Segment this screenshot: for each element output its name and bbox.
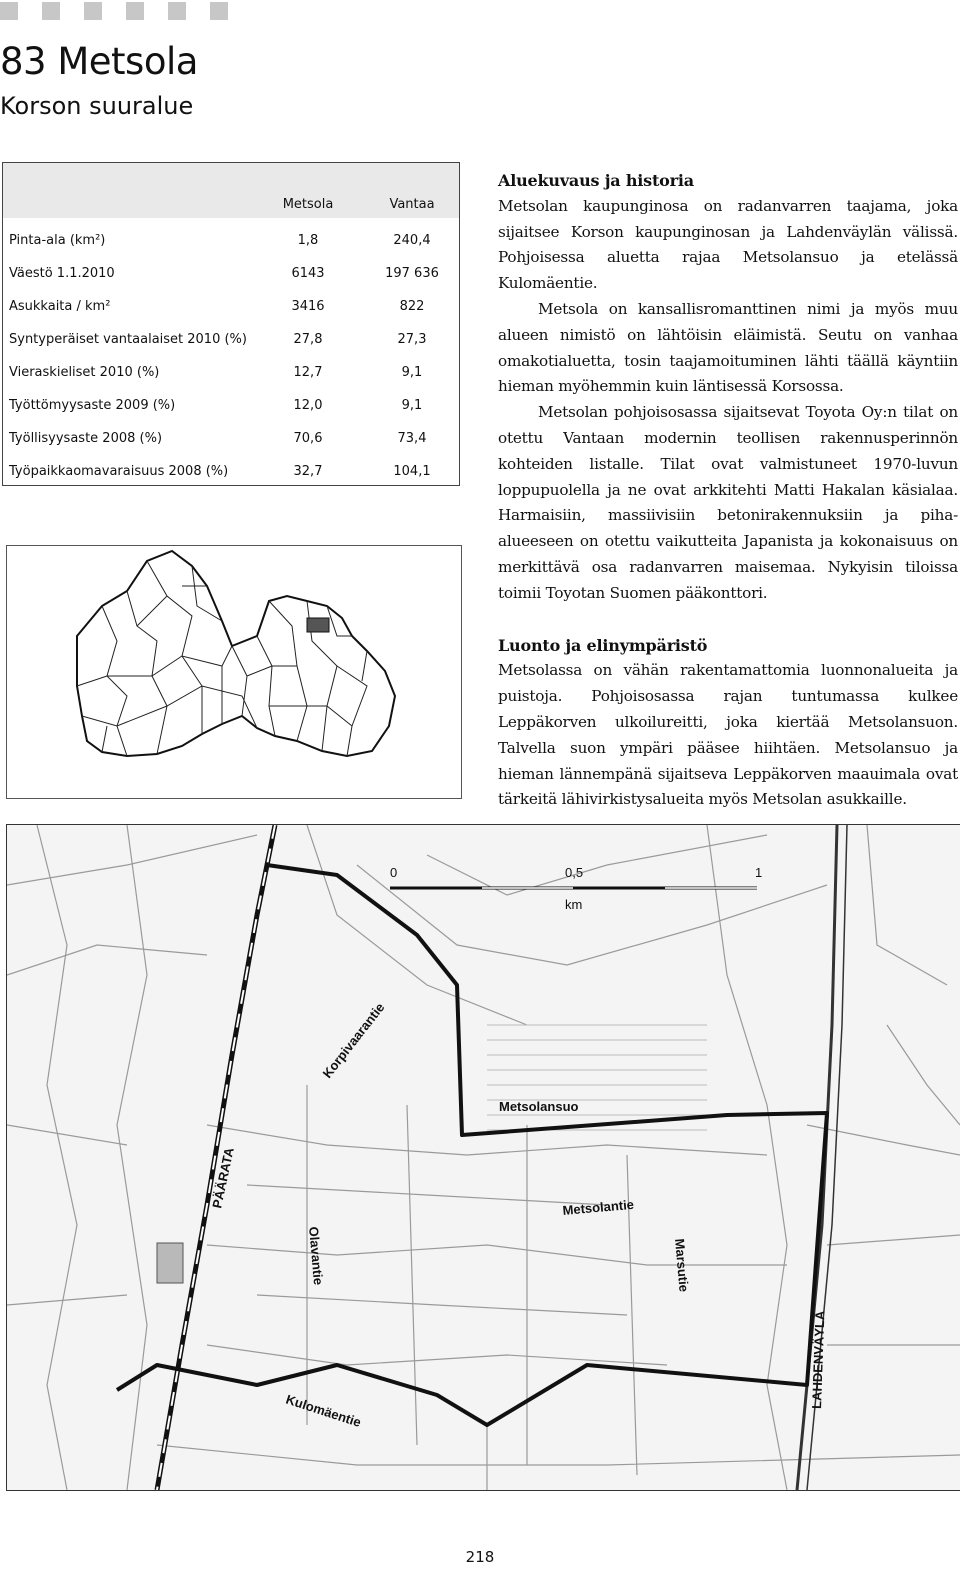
metsola-value: 12,0 [293,398,323,413]
decor-square [210,2,228,20]
page-subtitle: Korson suuralue [0,92,194,120]
metsola-value: 1,8 [297,233,319,248]
metsola-value: 6143 [291,266,325,281]
street-label-korpivaarantie: Korpivaarantie [319,999,388,1081]
metsola-value: 12,7 [293,365,323,380]
history-paragraph-1: Metsolan kaupunginosa on radanvarren taajama, joka sijaitsee Korson kaupunginosan ja Lahdenväylän välissä. Pohjoisessa aluetta rajaa Metsolansuo ja etelässä Kulomäentie. [498,196,958,293]
area-map-drawing [7,825,960,1490]
vantaa-value: 197 636 [385,266,439,281]
marsh-hatching [487,1025,707,1130]
decor-square [168,2,186,20]
row-label: Syntyperäiset vantaalaiset 2010 (%) [9,332,247,347]
table-row [3,464,459,484]
row-label: Pinta-ala (km²) [9,233,106,248]
place-label-metsolansuo: Metsolansuo [499,1099,579,1114]
table-row [3,398,459,418]
vantaa-district-locator-map [6,545,462,799]
decor-square [0,2,18,20]
page-number: 218 [465,1548,495,1566]
scale-zero: 0 [390,865,398,880]
page-title: 83 Metsola [0,40,198,83]
table-row [3,266,459,286]
table-row [3,431,459,451]
decor-square [84,2,102,20]
scale-bar [390,865,762,912]
section-gap [498,607,958,633]
statistics-table-header [3,163,459,218]
decorative-squares [0,2,252,20]
street-label-kulomaentie: Kulomäentie [284,1391,363,1430]
table-row [3,332,459,352]
vantaa-value: 240,4 [393,233,431,248]
history-paragraph-2: Metsola on kansallisromanttinen nimi ja myös muu alueen nimistö on lähtöisin eläimistä. Seutu on vanhaa omakotialuetta, tosin taajamoituminen lähti täällä käyntiin hieman myöhemmin kuin läntisessä Korsossa. [498,299,958,396]
vantaa-value: 104,1 [393,464,431,479]
statistics-table [2,162,460,486]
korso-station [157,1243,183,1283]
column-header-vantaa: Vantaa [389,197,435,212]
district-boundary-line [117,865,827,1425]
street-label-olavantie: Olavantie [306,1225,327,1286]
decor-square [126,2,144,20]
row-label: Asukkaita / km² [9,299,111,314]
rail-label-paarata: PÄÄRATA [209,1146,237,1210]
scale-half: 0,5 [565,865,584,880]
vantaa-value: 822 [399,299,425,314]
article-text [498,168,958,813]
scale-unit: km [565,897,583,912]
section-heading-nature: Luonto ja elinympäristö [498,635,708,655]
metsola-area-map [6,824,960,1491]
metsola-value: 32,7 [293,464,323,479]
vantaa-value: 9,1 [401,398,423,413]
locator-map-drawing [7,546,461,798]
table-row [3,365,459,385]
scale-one: 1 [755,865,763,880]
decor-square [42,2,60,20]
metsola-value: 3416 [291,299,325,314]
nature-paragraph-1: Metsolassa on vähän rakentamattomia luonnonalueita ja puistoja. Pohjoisosassa rajan tuntumassa kulkee Leppäkorven ulkoilureitti, joka kiertää Metsolansuon. Talvella suon ympäri pääsee hiihtäen. Metsolansuo ja hieman lännempänä sijaitseva Leppäkorven maauimala ovat tärkeitä lähivirkistysalueita myös Metsolan asukkaille. [498,661,958,809]
vantaa-value: 73,4 [397,431,427,446]
street-label-marsutie: Marsutie [672,1237,692,1293]
metsola-value: 70,6 [293,431,323,446]
row-label: Väestö 1.1.2010 [9,266,115,281]
row-label: Vieraskieliset 2010 (%) [9,365,160,380]
column-header-metsola: Metsola [282,197,334,212]
vantaa-value: 27,3 [397,332,427,347]
street-label-metsolantie: Metsolantie [561,1196,635,1218]
row-label: Työttömyysaste 2009 (%) [9,398,176,413]
section-heading-history: Aluekuvaus ja historia [498,171,694,190]
row-label: Työllisyysaste 2008 (%) [9,431,163,446]
road-label-lahdenvayla: LAHDENVÄYLÄ [809,1310,828,1410]
row-label: Työpaikkaomavaraisuus 2008 (%) [9,464,229,479]
railway-track [157,825,275,1490]
table-row [3,233,459,253]
history-paragraph-3: Metsolan pohjoisosassa sijaitsevat Toyota Oy:n tilat on otettu Vantaan modernin teollisen rakennusperinnön kohteiden listalle. Tilat ovat valmistuneet 1970-luvun loppupuolella ja ne ovat arkkitehti Matti Hakalan käsialaa. Harmaisiin, massiivisiin betonirakennuksiin ja piha-alueeseen on otettu vaikutteita Japanista ja kokonaisuus on merkittävä osa radanvarren maisemaa. Nykyisin tiloissa toimii Toyotan Suomen pääkonttori. [498,403,958,602]
vantaa-value: 9,1 [401,365,423,380]
table-row [3,299,459,319]
metsola-value: 27,8 [293,332,323,347]
highlighted-district-metsola [307,618,329,632]
